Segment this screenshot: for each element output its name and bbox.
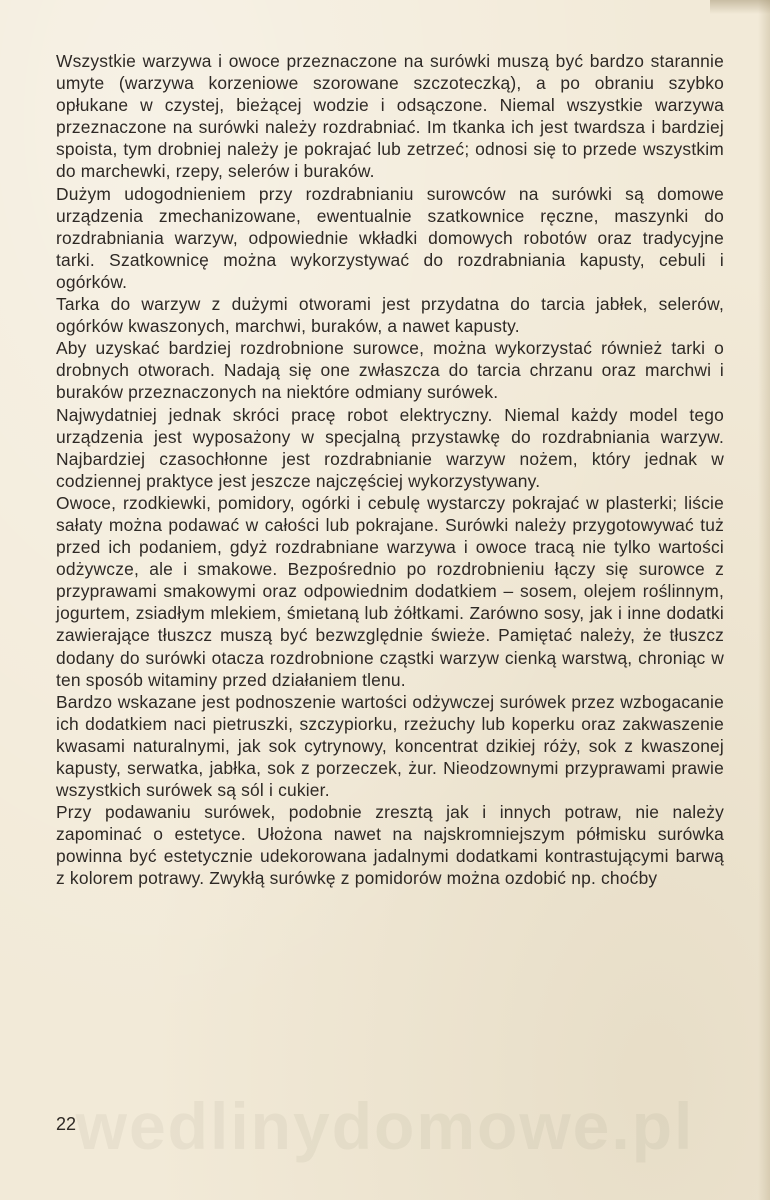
paragraph-slicing: Owoce, rzodkiewki, pomidory, ogórki i cebulę wystarczy pokrajać w plasterki; liście sałaty można podawać w całości lub pokrajane. Surówki należy przygotowywać tuż przed ich podaniem, gdyż rozdrabniane warzywa i owoce tracą nie tylko wartości odżywcze, ale i smakowe. Bezpośrednio po rozdrobnieniu łączy się surowce z przyprawami smakowymi oraz odpowiednim dodatkiem – sosem, olejem roślinnym, jogurtem, zsiadłym mlekiem, śmietaną lub żółtkami. Zarówno sosy, jak i inne dodatki zawierające tłuszcz muszą być bezwzględnie świeże. Pamiętać należy, że tłuszcz dodany do surówki otacza rozdrobnione cząstki warzyw cienką warstwą, chroniąc w ten sposób witaminy przed działaniem tlenu.: [56, 492, 724, 690]
body-text: [56, 50, 724, 890]
paragraph-washing: Wszystkie warzywa i owoce przeznaczone na surówki muszą być bardzo starannie umyte (warzywa korzeniowe szorowane szczoteczką), a po obraniu szybko opłukane w czystej, bieżącej wodzie i odsączone. Niemal wszystkie warzywa przeznaczone na surówki należy rozdrabniać. Im tkanka ich jest twardsza i bardziej spoista, tym drobniej należy je pokrajać lub zetrzeć; odnosi się to przede wszystkim do marchewki, rzepy, selerów i buraków.: [56, 51, 724, 182]
paragraph-devices: Dużym udogodnieniem przy rozdrabnianiu surowców na surówki są domowe urządzenia zmechanizowane, ewentualnie szatkownice ręczne, maszynki do rozdrabniania warzyw, odpowiednie wkładki domowych robotów oraz tradycyjne tarki. Szatkownicę można wykorzystywać do rozdrabniania kapusty, cebuli i ogórków.: [56, 183, 724, 292]
paragraph-aesthetics: Przy podawaniu surówek, podobnie zresztą jak i innych potraw, nie należy zapominać o estetyce. Ułożona nawet na najskromniejszym półmisku surówka powinna być estetycznie udekorowana jadalnymi dodatkami kontrastującymi barwą z kolorem potrawy. Zwykłą surówkę z pomidorów można ozdobić np. choćby: [56, 802, 724, 889]
paragraph-fine-grater: Aby uzyskać bardziej rozdrobnione surowce, można wykorzystać również tarki o drobnych otworach. Nadają się one zwłaszcza do tarcia chrzanu oraz marchwi i buraków przeznaczonych na niektóre odmiany surówek.: [56, 338, 724, 403]
page-corner-shadow: [710, 0, 770, 14]
page-number: 22: [56, 1114, 77, 1134]
paragraph-coarse-grater: Tarka do warzyw z dużymi otworami jest przydatna do tarcia jabłek, selerów, ogórków kwaszonych, marchwi, buraków, a nawet kapusty.: [56, 294, 724, 337]
paragraph-robot: Najwydatniej jednak skróci pracę robot elektryczny. Niemal każdy model tego urządzenia jest wyposażony w specjalną przystawkę do rozdrabniania warzyw. Najbardziej czasochłonne jest rozdrabnianie warzyw nożem, który jednak w codziennej praktyce jest jeszcze najczęściej wykorzystywany.: [56, 404, 724, 491]
paragraph-nutrition: Bardzo wskazane jest podnoszenie wartości odżywczej surówek przez wzbogacanie ich dodatkiem naci pietruszki, szczypiorku, rzeżuchy lub koperku oraz zakwaszenie kwasami naturalnymi, jak sok cytrynowy, koncentrat dzikiej róży, sok z kwaszonej kapusty, serwatka, jabłka, sok z porzeczek, żur. Nieodzownymi przyprawami prawie wszystkich surówek są sól i cukier.: [56, 691, 724, 801]
watermark: wedlinydomowe.pl: [75, 1089, 695, 1163]
page-edge-shadow: [758, 0, 770, 1200]
